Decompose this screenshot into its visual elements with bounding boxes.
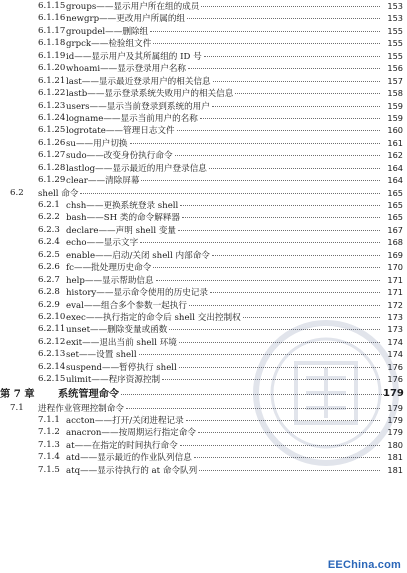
dot-leader [213,75,380,82]
toc-page-number: 179 [387,415,403,425]
toc-number: 6.2.1 [38,200,60,210]
toc-title [66,149,381,162]
toc-title-text: groupdel——删除组 [66,26,149,37]
toc-subsection-row[interactable] [0,464,407,476]
site-logo: EEChina.com [327,559,401,571]
toc-title [38,402,381,415]
toc-subsection-row[interactable] [0,414,407,426]
toc-number: 6.2.11 [38,324,66,335]
toc-section-row[interactable] [0,187,407,199]
toc-number: 6.1.22 [38,88,66,99]
toc-number: 6.1.28 [38,162,66,173]
toc-number: 6.2.9 [38,299,60,310]
toc-number: 6.1.20 [38,63,66,74]
dot-leader [126,402,380,409]
toc-subsection-row[interactable] [0,236,407,248]
toc-page-number: 155 [387,38,403,49]
dot-leader [80,187,380,194]
toc-title-text: exit——退出当前 shell 环境 [66,337,177,348]
toc-number: 6.1.23 [38,100,66,111]
toc-subsection-row[interactable] [0,199,407,211]
toc-subsection-row[interactable] [0,336,407,348]
toc-title [66,373,381,386]
toc-subsection-row[interactable] [0,311,407,323]
dot-leader [182,211,380,218]
toc-subsection-row[interactable] [0,224,407,236]
toc-subsection-row[interactable] [0,25,407,37]
dot-leader [139,348,380,355]
toc-subsection-row[interactable] [0,0,407,12]
toc-page-number: 167 [387,224,403,235]
toc-title [66,100,381,113]
toc-subsection-row[interactable] [0,112,407,124]
toc-subsection-row[interactable] [0,124,407,136]
toc-subsection-row[interactable] [0,37,407,49]
dot-leader [204,50,380,57]
toc-title [66,336,381,349]
toc-title-text: help——显示帮助信息 [66,275,154,286]
toc-subsection-row[interactable] [0,439,407,451]
toc-page-number: 180 [387,439,403,450]
toc-title [66,261,381,274]
toc-title [66,236,381,249]
toc-page-number: 171 [387,287,403,298]
toc-title [66,414,381,427]
toc-title-text: ulimit——程序资源控制 [66,375,161,386]
toc-title-text: groups——显示用户所在组的成员 [66,2,200,12]
dot-leader [179,361,380,368]
toc-title [66,124,381,137]
toc-title [66,286,381,299]
toc-title-text: su——用户切换 [66,138,128,149]
toc-subsection-row[interactable] [0,100,407,112]
toc-number: 7.1 [10,402,24,413]
toc-number: 6.1.15 [38,1,66,11]
toc-title-text: shell 命令 [38,188,79,199]
toc-title [66,25,381,38]
dot-leader [175,149,380,156]
toc-subsection-row[interactable] [0,348,407,360]
toc-title-text: atq——显示待执行的 at 命令队列 [66,465,198,476]
toc-page-number: 165 [387,212,403,223]
dot-leader [140,236,380,243]
toc-number: 6.2.3 [38,224,60,235]
toc-number: 7.1.4 [38,452,60,463]
toc-number: 6.1.21 [38,75,66,86]
toc-title [66,426,381,439]
toc-page-number: 173 [387,311,403,322]
toc-number: 6.2.4 [38,237,60,248]
toc-title [38,187,381,200]
toc-title-text: fc——批处理历史命令 [66,263,152,274]
toc-title [66,37,381,50]
toc-number: 6.2.6 [38,262,60,273]
toc-page-number: 164 [387,162,403,173]
toc-number: 6.2.8 [38,287,60,298]
toc-title-text: users——显示当前登录到系统的用户 [66,101,210,112]
dot-leader [187,12,380,19]
toc-page-number: 176 [387,374,403,385]
toc-title-text: enable——启动/关闭 shell 内部命令 [66,250,210,261]
dot-leader [153,261,380,268]
toc-title [66,0,381,13]
toc-title-text: unset——删除变量或函数 [66,325,168,336]
toc-page-number: 165 [387,187,403,198]
toc-title [66,112,381,125]
toc-number: 6.1.16 [38,13,66,24]
toc-subsection-row[interactable] [0,137,407,149]
dot-leader [201,0,380,7]
toc-title-text: chsh——更换系统登录 shell [66,201,179,211]
toc-page-number: 173 [387,324,403,335]
toc-number: 7.1.2 [38,427,60,438]
dot-leader [180,439,380,446]
dot-leader [235,87,380,94]
toc-number: 6.2.10 [38,311,66,322]
toc-number: 6.2.13 [38,349,66,360]
toc-number: 7.1.3 [38,439,60,450]
toc-title-text: whoami——显示登录用户名称 [66,64,187,75]
toc-subsection-row[interactable] [0,361,407,373]
toc-page-number: 164 [387,175,403,186]
dot-leader [209,162,380,169]
toc-subsection-row[interactable] [0,75,407,87]
toc-subsection-row[interactable] [0,87,407,99]
toc-page-number: 153 [387,1,403,11]
toc-page-number: 161 [387,137,403,148]
toc-subsection-row[interactable] [0,299,407,311]
toc-number: 6.2.2 [38,212,60,223]
toc-title-text: accton——打开/关闭进程记录 [66,416,184,426]
dot-leader [130,137,380,144]
dot-leader [153,37,380,44]
toc-title [66,224,381,237]
toc-title-text: anacron——按周期运行指定命令 [66,428,196,439]
toc-page-number: 159 [387,112,403,123]
toc-page-number: 174 [387,349,403,360]
dot-leader [212,100,380,107]
toc-subsection-row[interactable] [0,149,407,161]
dot-leader [243,311,380,318]
toc-page-number: 168 [387,237,403,248]
toc-page-number: 179 [387,427,403,438]
toc-subsection-row[interactable] [0,249,407,261]
dot-leader [121,386,384,395]
toc-title-text: newgrp——更改用户所属的组 [66,14,186,25]
toc-subsection-row[interactable] [0,373,407,385]
dot-leader [150,25,380,32]
toc-page-number: 157 [387,75,403,86]
toc-title-text: bash——SH 类的命令解释器 [66,213,181,224]
toc-subsection-row[interactable] [0,451,407,463]
dot-leader [162,373,380,380]
toc-page-number: 156 [387,63,403,74]
toc-title [66,249,381,262]
toc-title-text: history——显示命令使用的历史记录 [66,288,209,299]
toc-title [66,348,381,361]
toc-title-text: lastlog——显示最近的用户登录信息 [66,163,207,174]
toc-number: 6.2 [10,187,24,198]
dot-leader [169,323,380,330]
toc-title-text: eval——组合多个参数一起执行 [66,300,187,311]
toc-number: 6.2.15 [38,374,66,385]
toc-title-text: id——显示用户及其所属组的 ID 号 [66,51,202,62]
toc-number: 6.1.18 [38,38,66,49]
toc-title [66,211,381,224]
dot-leader [180,199,380,206]
toc-number: 6.2.7 [38,274,60,285]
toc-title [66,87,381,100]
toc-number: 第 7 章 [0,387,35,400]
dot-leader [178,224,380,231]
toc-page-number: 162 [387,150,403,161]
toc-title [66,274,381,287]
toc-title-text: grpck——检验组文件 [66,39,152,50]
toc-title [66,361,381,374]
toc-number: 6.2.14 [38,361,66,372]
toc-title-text: set——设置 shell [66,350,137,361]
dot-leader [189,299,380,306]
dot-leader [210,286,380,293]
toc-number: 6.1.24 [38,112,66,123]
toc-page-number: 181 [387,452,403,463]
toc-subsection-row[interactable] [0,426,407,438]
toc-title-text: logname——显示当前用户的名称 [66,113,198,124]
toc-title-text: echo——显示文字 [66,238,139,249]
toc-number: 6.1.19 [38,50,66,61]
dot-leader [179,336,380,343]
toc-title-text: suspend——暂停执行 shell [66,362,177,373]
toc-subsection-row[interactable] [0,274,407,286]
toc-number: 6.1.26 [38,137,66,148]
toc-title [66,75,381,88]
toc-title-text: 系统管理命令 [58,387,120,400]
toc-title [66,162,381,175]
toc-subsection-row[interactable] [0,211,407,223]
toc-number: 7.1.5 [38,464,60,475]
toc-title [66,311,381,324]
toc-title [66,137,381,150]
toc-page-number: 174 [387,336,403,347]
toc-title [66,174,381,187]
toc-title [66,451,381,464]
toc-title-text: clear——清除屏幕 [66,176,140,187]
dot-leader [194,451,380,458]
dot-leader [188,62,380,69]
toc-subsection-row[interactable] [0,286,407,298]
toc-title-text: lastb——显示登录系统失败用户的相关信息 [66,89,234,100]
toc-number: 7.1.1 [38,415,60,425]
toc-page-number: 179 [383,387,404,399]
toc-page-number: 169 [387,249,403,260]
toc-title-text: declare——声明 shell 变量 [66,225,177,236]
toc-subsection-row[interactable] [0,261,407,273]
toc-title-text: logrotate——管理日志文件 [66,126,175,137]
toc-page-number: 155 [387,25,403,36]
toc-title [66,62,381,75]
toc-page-number: 171 [387,274,403,285]
dot-leader [186,414,380,421]
toc-page-number: 155 [387,50,403,61]
toc-title [66,323,381,336]
toc-page-number: 176 [387,361,403,372]
toc-title-text: exec——执行指定的命令后 shell 交出控制权 [66,312,241,323]
toc-page-number: 170 [387,262,403,273]
toc-page-number: 181 [387,464,403,475]
toc-subsection-row[interactable] [0,62,407,74]
toc-title-text: sudo——改变身份执行命令 [66,151,173,162]
toc-title [66,439,381,452]
dot-leader [212,249,380,256]
toc-number: 6.1.29 [38,175,66,186]
toc-page-number: 165 [387,200,403,210]
toc-page-number: 159 [387,100,403,111]
toc-title [66,12,381,25]
toc-number: 6.1.25 [38,125,66,136]
toc-subsection-row[interactable] [0,162,407,174]
toc-subsection-row[interactable] [0,323,407,335]
dot-leader [199,464,380,471]
toc-page-number: 179 [387,402,403,413]
toc-number: 6.2.12 [38,336,66,347]
dot-leader [156,274,380,281]
toc-title [66,199,381,212]
toc-page-number: 153 [387,13,403,24]
toc-subsection-row[interactable] [0,174,407,186]
toc-page-number: 160 [387,125,403,136]
dot-leader [200,112,380,119]
toc-title [66,464,381,477]
toc-chapter-row[interactable] [0,386,407,402]
dot-leader [141,174,380,181]
toc-subsection-row[interactable] [0,50,407,62]
toc-number: 6.2.5 [38,249,60,260]
toc-subsection-row[interactable] [0,12,407,24]
toc-title-text: last——显示最近登录用户的相关信息 [66,76,211,87]
toc-title-text: 进程作业管理控制命令 [38,403,124,414]
toc-title [66,50,381,63]
toc-page-number: 172 [387,299,403,310]
toc-title-text: at——在指定的时间执行命令 [66,440,178,451]
toc-section-row[interactable] [0,402,407,414]
toc-number: 6.1.17 [38,25,66,36]
toc-title [58,386,385,402]
toc-title [66,299,381,312]
dot-leader [177,124,380,131]
toc-title-text: atd——显示最近的作业队列信息 [66,453,192,464]
toc-page-number: 158 [387,88,403,99]
toc-number: 6.1.27 [38,150,66,161]
dot-leader [198,426,380,433]
